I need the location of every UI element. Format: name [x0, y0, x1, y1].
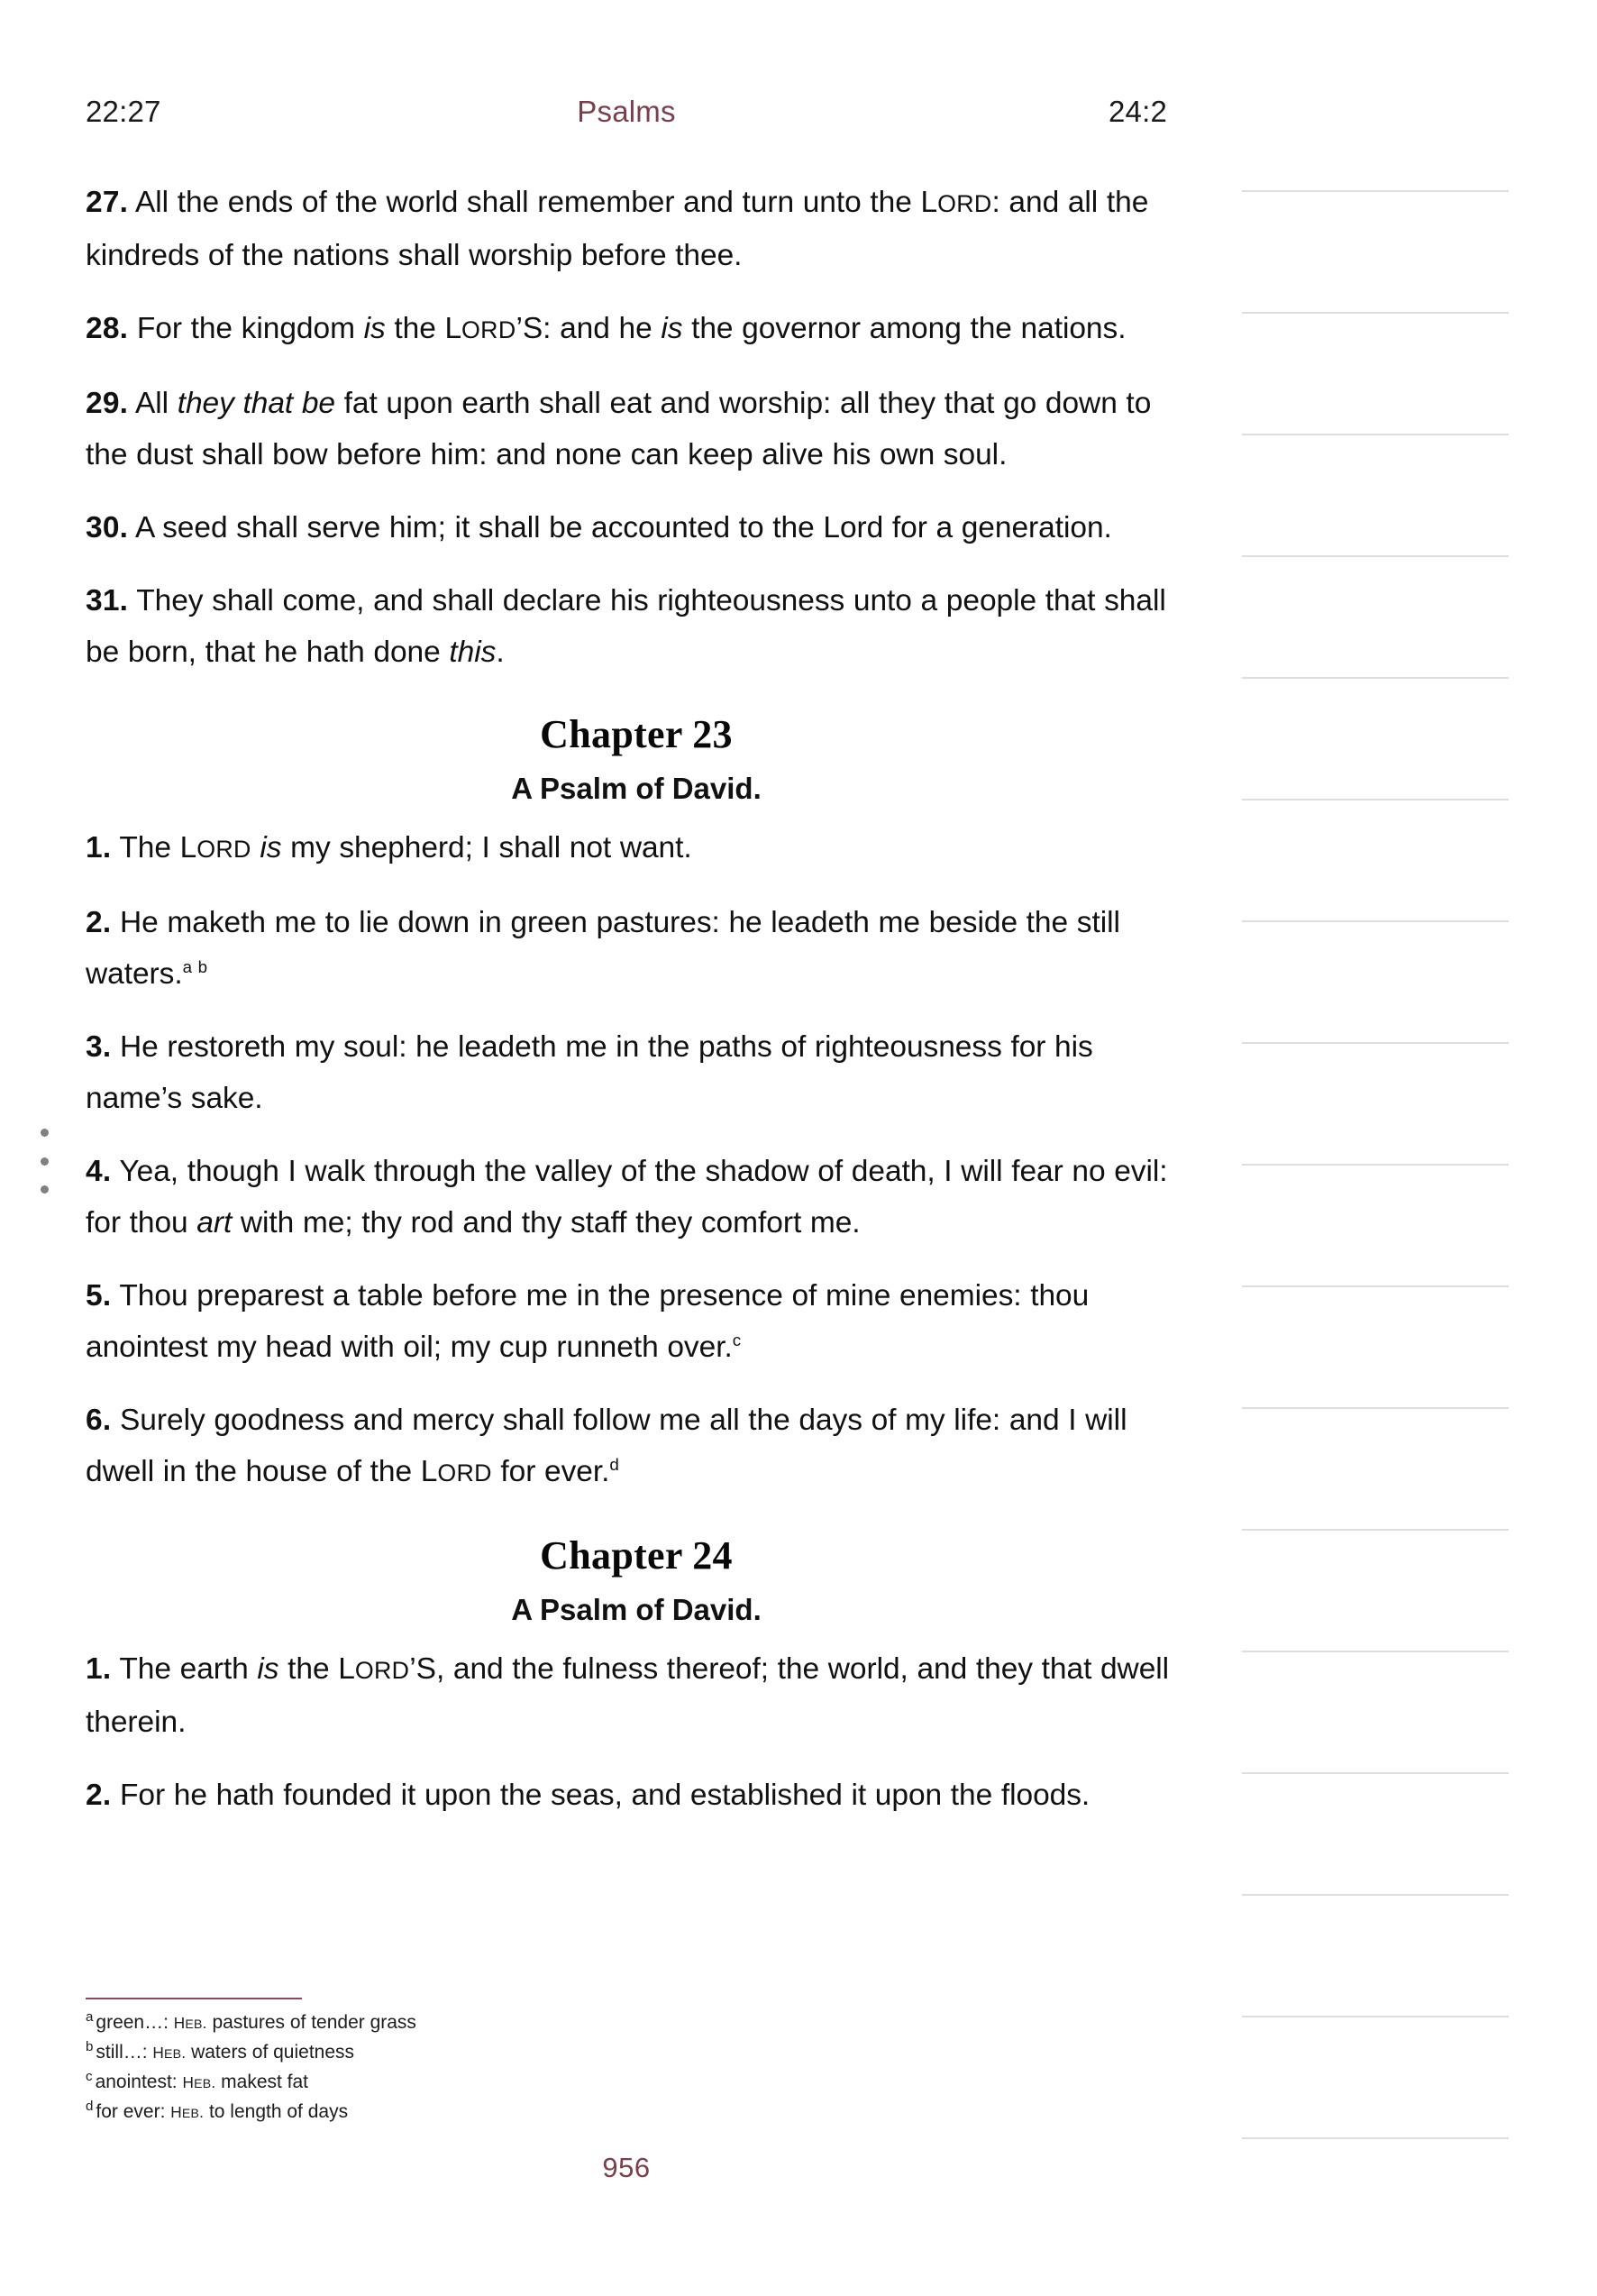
margin-note-line[interactable] [1242, 1042, 1509, 1044]
verse-text: Surely goodness and mercy shall follow me all the days of my life: and I will dwell in the house of the LORD for ever.$^d$ [86, 1404, 1127, 1488]
running-head-right-ref: 24:2 [1108, 95, 1167, 128]
margin-note-line[interactable] [1242, 1651, 1509, 1652]
footnote-text: green…: HEB. pastures of tender grass [96, 2012, 416, 2033]
footnote-text: still…: HEB. waters of quietness [96, 2042, 355, 2063]
verse-text: Yea, though I walk through the valley of the shadow of death, I will fear no evil: for thou art with me; thy rod and thy staff they comfort me. [86, 1155, 1168, 1239]
verse-number: 30. [86, 511, 129, 544]
margin-note-line[interactable] [1242, 2137, 1509, 2139]
margin-note-line[interactable] [1242, 1407, 1509, 1409]
scripture-column [86, 177, 1187, 1843]
margin-note-line[interactable] [1242, 555, 1509, 557]
running-head-left-ref: 22:27 [86, 95, 161, 128]
footnotes-block [86, 1998, 897, 2127]
verse-paragraph [86, 1770, 1187, 1821]
verse-paragraph [86, 822, 1187, 875]
verse-paragraph [86, 502, 1187, 553]
verse-text: Thou preparest a table before me in the presence of mine enemies: thou anointest my head with oil; my cup runneth over.$^c$ [86, 1279, 1090, 1364]
verse-number: 1. [86, 1652, 112, 1686]
footnote-item [86, 2008, 897, 2038]
verse-text: For he hath founded it upon the seas, and established it upon the floods. [111, 1779, 1091, 1812]
margin-note-line[interactable] [1242, 1894, 1509, 1896]
verse-number: 1. [86, 831, 112, 864]
footnote-item [86, 2098, 897, 2127]
verse-paragraph [86, 1146, 1187, 1249]
verse-paragraph [86, 897, 1187, 1000]
chapter-heading: Chapter 24 [540, 1533, 733, 1578]
chapter-heading: Chapter 23 [540, 712, 733, 756]
margin-note-line[interactable] [1242, 1529, 1509, 1531]
margin-note-line[interactable] [1242, 1164, 1509, 1166]
drag-handle[interactable] [38, 1129, 50, 1194]
footnote-marker: c [86, 2069, 93, 2084]
chapter-subtitle: A Psalm of David. [511, 1593, 762, 1626]
verse-number: 29. [86, 387, 129, 420]
verse-paragraph [86, 1643, 1187, 1748]
drag-handle-dot [41, 1157, 49, 1166]
verse-paragraph [86, 303, 1187, 356]
verse-paragraph [86, 1270, 1187, 1373]
verse-number: 6. [86, 1404, 112, 1437]
footnote-text: for ever: HEB. to length of days [96, 2101, 349, 2122]
verse-text: All the ends of the world shall remember and turn unto the LORD: and all the kindreds of the nations shall worship before thee. [86, 186, 1149, 272]
verse-text: For the kingdom is the LORD’S: and he is the governor among the nations. [128, 312, 1127, 345]
drag-handle-dot [41, 1185, 49, 1194]
margin-note-line[interactable] [1242, 677, 1509, 679]
margin-note-line[interactable] [1242, 434, 1509, 435]
margin-note-line[interactable] [1242, 1285, 1509, 1287]
margin-note-line[interactable] [1242, 312, 1509, 314]
margin-note-line[interactable] [1242, 799, 1509, 800]
verse-text: The earth is the LORD’S, and the fulness thereof; the world, and they that dwell therein. [86, 1652, 1170, 1739]
verse-text: All they that be fat upon earth shall eat and worship: all they that go down to the dust shall bow before him: and none can keep alive his own soul. [86, 387, 1152, 471]
verse-number: 31. [86, 584, 129, 617]
verse-number: 28. [86, 312, 129, 345]
page-number: 956 [602, 2152, 651, 2183]
verse-number: 27. [86, 186, 129, 219]
verse-paragraph [86, 1021, 1187, 1124]
footnote-marker: b [86, 2039, 94, 2054]
chapter-subtitle: A Psalm of David. [511, 772, 762, 805]
verse-text: A seed shall serve him; it shall be accounted to the Lord for a generation. [128, 511, 1112, 544]
verse-number: 3. [86, 1030, 112, 1064]
margin-note-line[interactable] [1242, 920, 1509, 922]
drag-handle-dot [41, 1129, 49, 1137]
margin-note-line[interactable] [1242, 2016, 1509, 2017]
margin-note-line[interactable] [1242, 1772, 1509, 1774]
footnote-text: anointest: HEB. makest fat [95, 2072, 309, 2092]
footnote-marker: a [86, 2009, 94, 2025]
verse-paragraph [86, 378, 1187, 480]
footnote-item [86, 2068, 897, 2098]
verse-text: He restoreth my soul: he leadeth me in the paths of righteousness for his name’s sake. [86, 1030, 1093, 1115]
verse-text: He maketh me to lie down in green pastures: he leadeth me beside the still waters.$^{a b}$ [86, 906, 1120, 991]
margin-note-line[interactable] [1242, 190, 1509, 192]
verse-number: 4. [86, 1155, 112, 1188]
verse-text: The LORD is my shepherd; I shall not want. [111, 831, 692, 864]
footnote-item [86, 2038, 897, 2068]
verse-paragraph [86, 177, 1187, 281]
verse-paragraph [86, 575, 1187, 678]
verse-number: 2. [86, 906, 112, 939]
verse-paragraph [86, 1395, 1187, 1499]
footnote-marker: d [86, 2099, 94, 2114]
verse-text: They shall come, and shall declare his righteousness unto a people that shall be born, that he hath done this. [86, 584, 1166, 669]
verse-number: 5. [86, 1279, 112, 1313]
footnote-separator-rule [86, 1998, 302, 1999]
running-head-book-title: Psalms [577, 95, 676, 128]
verse-number: 2. [86, 1779, 112, 1812]
running-head [86, 95, 1167, 138]
